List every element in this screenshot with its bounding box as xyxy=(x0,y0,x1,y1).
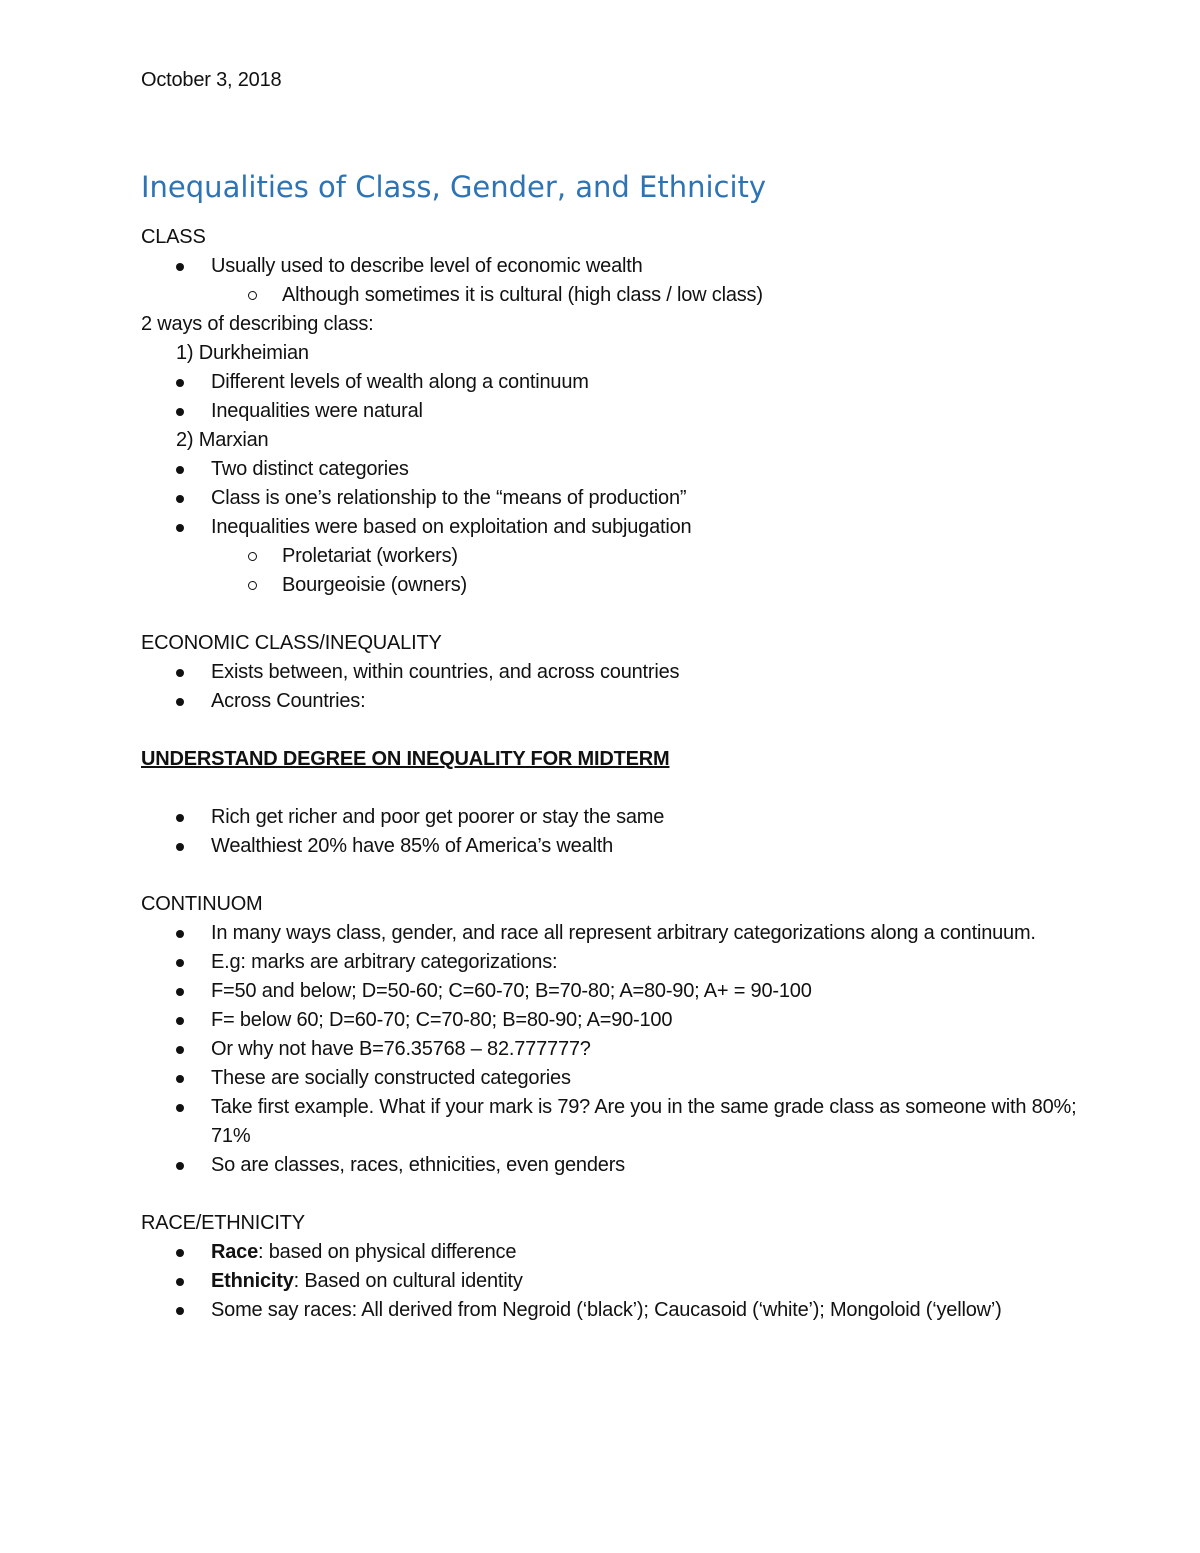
document-title: Inequalities of Class, Gender, and Ethnicity xyxy=(141,170,767,204)
bullet-item: Or why not have B=76.35768 – 82.777777? xyxy=(141,1035,1081,1064)
bullet-item: Wealthiest 20% have 85% of America’s wealth xyxy=(141,832,1081,861)
section-heading-continuum: CONTINUOM xyxy=(141,893,263,915)
bullet-item: Usually used to describe level of economic wealth xyxy=(141,252,1081,281)
spacer xyxy=(141,861,1081,890)
section-heading-race-ethnicity: RACE/ETHNICITY xyxy=(141,1212,305,1234)
bullet-item: Inequalities were natural xyxy=(141,397,1081,426)
bullet-item: F=50 and below; D=50-60; C=60-70; B=70-80; A=80-90; A+ = 90-100 xyxy=(141,977,1081,1006)
bullet-item: Across Countries: xyxy=(141,687,1081,716)
section-heading-economic: ECONOMIC CLASS/INEQUALITY xyxy=(141,632,442,654)
bullet-item: Inequalities were based on exploitation and subjugation xyxy=(141,513,1081,542)
sub-bullet-item: Although sometimes it is cultural (high class / low class) xyxy=(141,281,1081,310)
bullet-item: Some say races: All derived from Negroid (‘black’); Caucasoid (‘white’); Mongoloid (‘yellow’) xyxy=(141,1296,1081,1325)
definition-ethnicity: : Based on cultural identity xyxy=(293,1270,523,1292)
bullet-item: So are classes, races, ethnicities, even genders xyxy=(141,1151,1081,1180)
spacer xyxy=(141,95,1081,165)
numbered-item-marxian: 2) Marxian xyxy=(176,429,269,451)
bullet-item: Exists between, within countries, and across countries xyxy=(141,658,1081,687)
bullet-item: Class is one’s relationship to the “means of production” xyxy=(141,484,1081,513)
document-page xyxy=(141,66,1081,1325)
class-intro: 2 ways of describing class: xyxy=(141,313,374,335)
bullet-item: F= below 60; D=60-70; C=70-80; B=80-90; A=90-100 xyxy=(141,1006,1081,1035)
bullet-item: E.g: marks are arbitrary categorizations: xyxy=(141,948,1081,977)
bullet-item: Two distinct categories xyxy=(141,455,1081,484)
sub-bullet-item: Proletariat (workers) xyxy=(141,542,1081,571)
term-ethnicity: Ethnicity xyxy=(211,1270,294,1292)
bullet-item-race xyxy=(141,1238,1081,1267)
bullet-item: Take first example. What if your mark is 79? Are you in the same grade class as someone with 80%; 71% xyxy=(141,1093,1081,1151)
term-race: Race xyxy=(211,1241,259,1263)
midterm-note: UNDERSTAND DEGREE ON INEQUALITY FOR MIDTERM xyxy=(141,748,670,770)
numbered-item-durkheimian: 1) Durkheimian xyxy=(176,342,309,364)
spacer xyxy=(141,774,1081,803)
bullet-item: These are socially constructed categories xyxy=(141,1064,1081,1093)
definition-race: : based on physical difference xyxy=(258,1241,517,1263)
spacer xyxy=(141,716,1081,745)
document-date: October 3, 2018 xyxy=(141,69,282,91)
bullet-item-ethnicity xyxy=(141,1267,1081,1296)
sub-bullet-item: Bourgeoisie (owners) xyxy=(141,571,1081,600)
bullet-item: Rich get richer and poor get poorer or stay the same xyxy=(141,803,1081,832)
bullet-item: In many ways class, gender, and race all represent arbitrary categorizations along a continuum. xyxy=(141,919,1081,948)
section-heading-class: CLASS xyxy=(141,226,206,248)
bullet-item: Different levels of wealth along a continuum xyxy=(141,368,1081,397)
spacer xyxy=(141,1180,1081,1209)
spacer xyxy=(141,600,1081,629)
